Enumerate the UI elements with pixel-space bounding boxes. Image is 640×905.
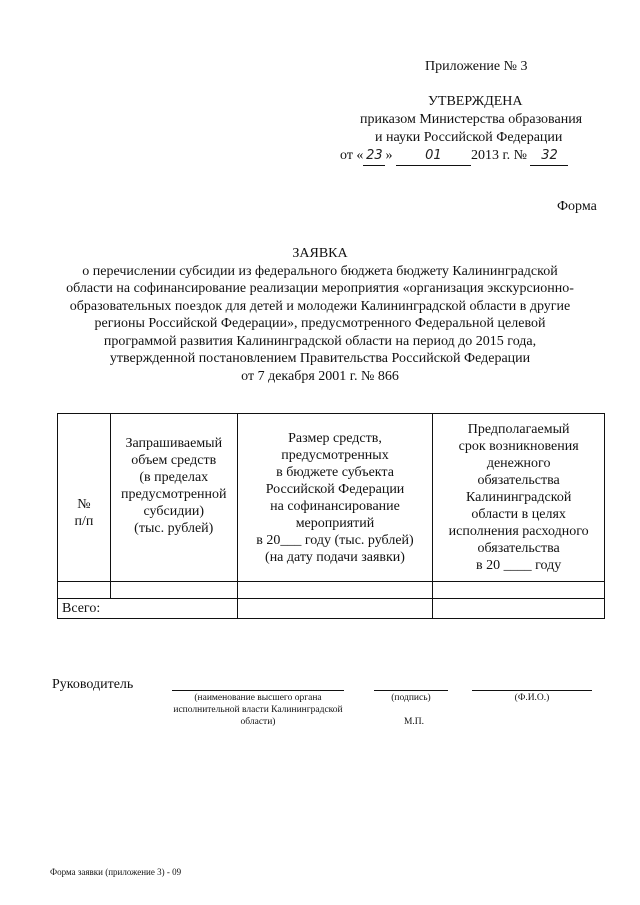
order-number: 32 — [530, 147, 568, 166]
header-cell-number: № п/п — [58, 414, 111, 582]
header-cell-requested: Запрашиваемый объем средств (в пределах предусмотренной субсидии) (тыс. рублей) — [110, 414, 237, 582]
order-date-line — [340, 147, 568, 166]
date-mid: » — [385, 148, 393, 163]
date-day: 23 — [363, 147, 385, 166]
title-line: образовательных поездок для детей и молодежи Калининградской области в другие — [69, 298, 571, 314]
table-row — [58, 582, 605, 599]
title-line: области на софинансирование реализации мероприятия «организация экскурсионно- — [66, 281, 574, 296]
title-heading: ЗАЯВКА — [292, 246, 348, 261]
head-label: Руководитель — [52, 677, 134, 692]
header-cell-budget: Размер средств, предусмотренных в бюджете субъекта Российской Федерации на софинансирование мероприятий в 20___ году (тыс. рублей) (на дату подачи заявки) — [237, 414, 433, 582]
fio-line — [472, 690, 592, 691]
appendix-label: Приложение № 3 — [425, 59, 528, 74]
org-name-line — [172, 690, 344, 691]
date-prefix: от « — [340, 148, 364, 163]
title-line: регионы Российской Федерации», предусмотренного Федеральной целевой — [94, 316, 546, 331]
org-caption: (наименование высшего органа исполнительной власти Калининградской области) — [173, 693, 343, 727]
footer-note: Форма заявки (приложение 3) - 09 — [50, 867, 182, 877]
table-header-row — [58, 414, 605, 582]
form-label: Форма — [557, 199, 597, 214]
order-line-2: и науки Российской Федерации — [375, 130, 563, 145]
date-year-text: 2013 г. № — [470, 148, 527, 163]
table-total-row — [58, 599, 605, 619]
header-cell-term: Предполагаемый срок возникновения денежного обязательства Калининградской области в целях исполнения расходного обязательства в 20 ____ году — [433, 414, 605, 582]
title-line: программой развития Калининградской области на период до 2015 года, — [103, 333, 537, 349]
date-month: 01 — [396, 147, 471, 166]
title-line: утвержденной постановлением Правительства Российской Федерации — [109, 351, 531, 366]
signature-line — [374, 690, 448, 691]
title-line: о перечислении субсидии из федерального бюджета бюджету Калининградской — [82, 263, 558, 279]
order-line-1: приказом Министерства образования — [360, 112, 583, 127]
title-line: от 7 декабря 2001 г. № 866 — [241, 368, 399, 384]
approved-label: УТВЕРЖДЕНА — [428, 94, 523, 109]
fio-caption: (Ф.И.О.) — [514, 693, 550, 703]
stamp-label: М.П. — [403, 717, 425, 727]
signature-caption: (подпись) — [391, 693, 431, 703]
request-table — [57, 413, 605, 619]
total-label: Всего: — [58, 599, 238, 619]
request-title — [40, 245, 600, 385]
